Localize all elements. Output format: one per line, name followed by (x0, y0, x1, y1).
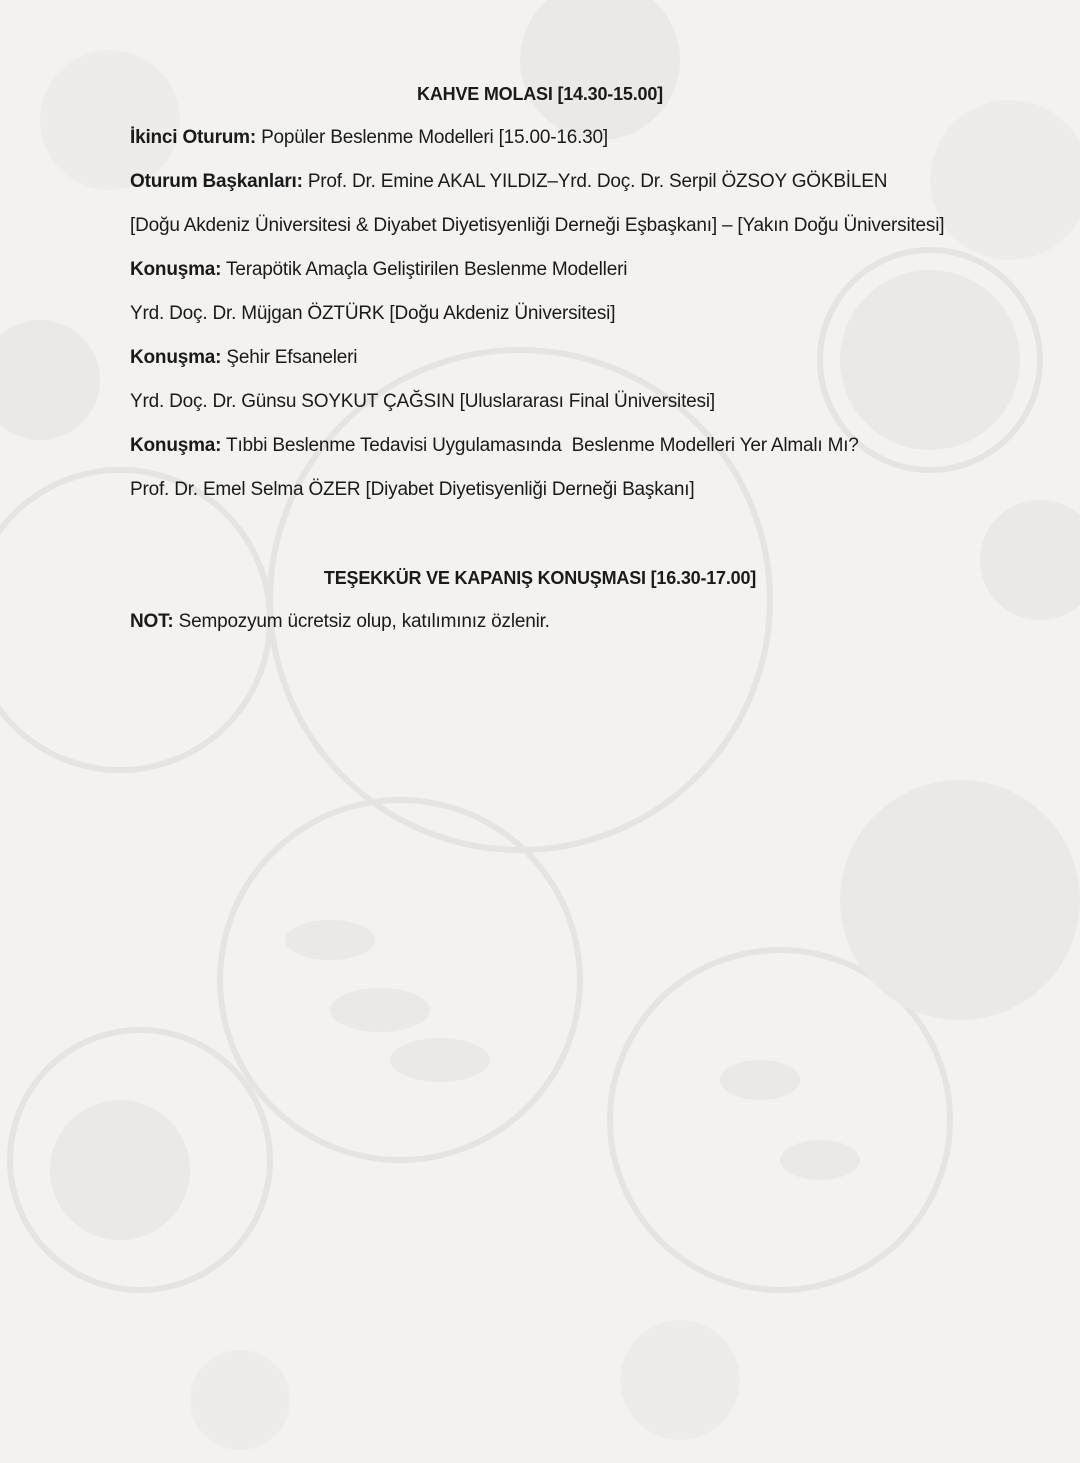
talk-3-title: Tıbbi Beslenme Tedavisi Uygulamasında Beslenme Modelleri Yer Almalı Mı? (221, 435, 859, 456)
talk-1-title: Terapötik Amaçla Geliştirilen Beslenme Modelleri (221, 259, 628, 280)
talk-2-label: Konuşma: (130, 347, 222, 368)
note-label: NOT: (130, 611, 174, 632)
chairs-names: Prof. Dr. Emine AKAL YILDIZ–Yrd. Doç. Dr. Serpil ÖZSOY GÖKBİLEN (302, 171, 888, 192)
talk-1-line (130, 258, 627, 282)
talk-2-line (130, 346, 357, 370)
coffee-break-heading: KAHVE MOLASI [14.30-15.00] (417, 84, 663, 104)
note-line (130, 610, 550, 634)
chairs-affiliation: [Doğu Akdeniz Üniversitesi & Diyabet Diyetisyenliği Derneği Eşbaşkanı] – [Yakın Doğu Üniversitesi] (130, 215, 945, 236)
chairs-line (130, 170, 887, 194)
talk-2-title: Şehir Efsaneleri (221, 347, 358, 368)
session-line (130, 126, 608, 150)
talk-3-speaker: Prof. Dr. Emel Selma ÖZER [Diyabet Diyetisyenliği Derneği Başkanı] (130, 479, 695, 500)
chairs-label: Oturum Başkanları: (130, 171, 303, 192)
talk-1-speaker: Yrd. Doç. Dr. Müjgan ÖZTÜRK [Doğu Akdeniz Üniversitesi] (130, 303, 616, 324)
talk-3-line (130, 434, 859, 458)
session-label: İkinci Oturum: (130, 127, 256, 148)
talk-3-label: Konuşma: (130, 435, 222, 456)
talk-1-label: Konuşma: (130, 259, 222, 280)
session-title: Popüler Beslenme Modelleri [15.00-16.30] (256, 127, 608, 148)
closing-heading: TEŞEKKÜR VE KAPANIŞ KONUŞMASI [16.30-17.00] (323, 568, 757, 588)
note-text: Sempozyum ücretsiz olup, katılımınız özlenir. (173, 611, 550, 632)
talk-2-speaker: Yrd. Doç. Dr. Günsu SOYKUT ÇAĞSIN [Uluslararası Final Üniversitesi] (130, 391, 715, 412)
